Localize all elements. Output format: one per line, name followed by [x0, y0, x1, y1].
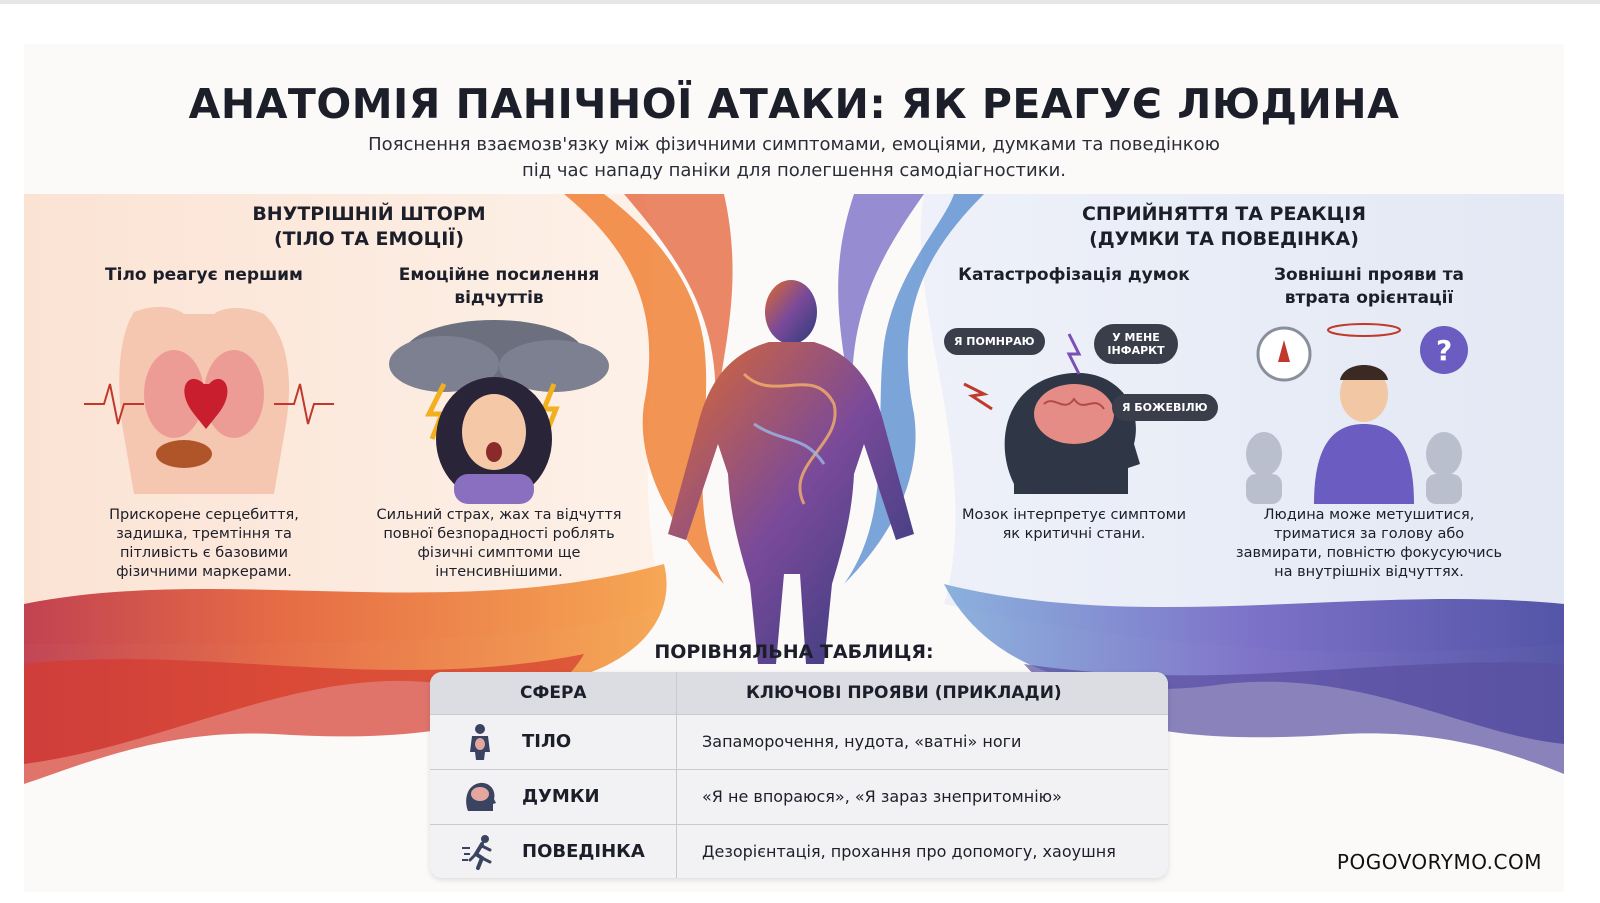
table-header	[430, 672, 1168, 714]
comparison-table	[430, 672, 1168, 878]
left-section-title	[174, 202, 564, 252]
col-title-line: Зовнішні прояви та	[1273, 265, 1465, 285]
row-value: Дезорієнтація, прохання про допомогу, хаоушня	[702, 842, 1116, 861]
table-row	[430, 769, 1168, 824]
desc-line: інтенсивнішими.	[435, 564, 563, 580]
table-row	[430, 824, 1168, 878]
col-title-line: Емоційне посилення	[398, 265, 600, 285]
emotional-amplification-desc	[354, 506, 644, 582]
svg-text:?: ?	[1436, 334, 1453, 367]
thought-bubble-2: У МЕНЕ ІНФАРКТ	[1094, 324, 1178, 364]
body-icon	[460, 722, 500, 762]
desc-line: повної безпорадності роблять	[383, 526, 615, 542]
col-title-line: втрата орієнтації	[1284, 288, 1454, 308]
col-title-line: відчуттів	[454, 288, 544, 308]
body-reacts-desc	[74, 506, 334, 582]
catastrophizing-desc	[944, 506, 1204, 544]
page-subtitle	[224, 132, 1364, 184]
desc-line: Прискорене серцебиття,	[109, 507, 299, 523]
col-title-line: Тіло реагує першим	[105, 265, 303, 285]
subtitle-line-1: Пояснення взаємозв'язку між фізичними симптомами, емоціями, думками та поведінкою	[368, 134, 1220, 155]
page-title: АНАТОМІЯ ПАНІЧНОЇ АТАКИ: ЯК РЕАГУЄ ЛЮДИНА	[188, 80, 1400, 128]
desc-line: Сильний страх, жах та відчуття	[376, 507, 622, 523]
infographic-poster	[24, 44, 1564, 892]
right-title-line-2: (ДУМКИ ТА ПОВЕДІНКА)	[1089, 228, 1359, 250]
comparison-table-title: ПОРІВНЯЛЬНА ТАБЛИЦЯ:	[654, 641, 934, 663]
desc-line: завмирати, повністю фокусуючись	[1235, 545, 1503, 561]
desc-line: фізичні симптоми ще	[417, 545, 581, 561]
desc-line: задишка, тремтіння та	[116, 526, 292, 542]
col-title-line: Катастрофізація думок	[958, 265, 1190, 285]
row-name: ДУМКИ	[522, 786, 600, 807]
right-title-line-1: СПРИЙНЯТТЯ ТА РЕАКЦІЯ	[1081, 203, 1367, 225]
desc-line: як критичні стани.	[1002, 526, 1146, 542]
top-border	[0, 0, 1600, 4]
body-reacts-title	[64, 264, 344, 287]
desc-line: Мозок інтерпретує симптоми	[961, 507, 1187, 523]
row-value: «Я не впораюся», «Я зараз знепритомнію»	[702, 787, 1062, 806]
left-title-line-2: (ТІЛО ТА ЕМОЦІЇ)	[273, 228, 465, 250]
row-name: ПОВЕДІНКА	[522, 841, 645, 862]
brand-footer: POGOVORYMO.COM	[1336, 850, 1542, 874]
external-signs-desc	[1214, 506, 1524, 582]
external-signs-title	[1234, 264, 1504, 310]
header-sphere: СФЕРА	[520, 683, 587, 703]
desc-line: Людина може метушитися,	[1263, 507, 1475, 523]
emotional-amplification-title	[364, 264, 634, 310]
thought-bubble-1: Я ПОМНРАЮ	[944, 328, 1045, 355]
central-human-figure	[668, 280, 914, 664]
desc-line: фізичними маркерами.	[116, 564, 292, 580]
desc-line: пітливість є базовими	[119, 545, 289, 561]
thought-bubble-3: Я БОЖЕВІЛЮ	[1112, 394, 1218, 421]
catastrophizing-title	[934, 264, 1214, 287]
head-brain-icon	[460, 777, 500, 817]
left-title-line-1: ВНУТРІШНІЙ ШТОРМ	[252, 203, 486, 225]
running-person-icon	[460, 832, 500, 872]
column-divider	[676, 672, 677, 878]
table-row	[430, 714, 1168, 769]
row-value: Запаморочення, нудота, «ватні» ноги	[702, 732, 1022, 751]
row-name: ТІЛО	[522, 731, 572, 752]
header-key-signs: КЛЮЧОВІ ПРОЯВИ (ПРИКЛАДИ)	[746, 683, 1062, 703]
right-section-title	[1024, 202, 1424, 252]
subtitle-line-2: під час нападу паніки для полегшення самодіагностики.	[521, 160, 1067, 181]
desc-line: триматися за голову або	[1273, 526, 1465, 542]
desc-line: на внутрішніх відчуттях.	[1274, 564, 1464, 580]
